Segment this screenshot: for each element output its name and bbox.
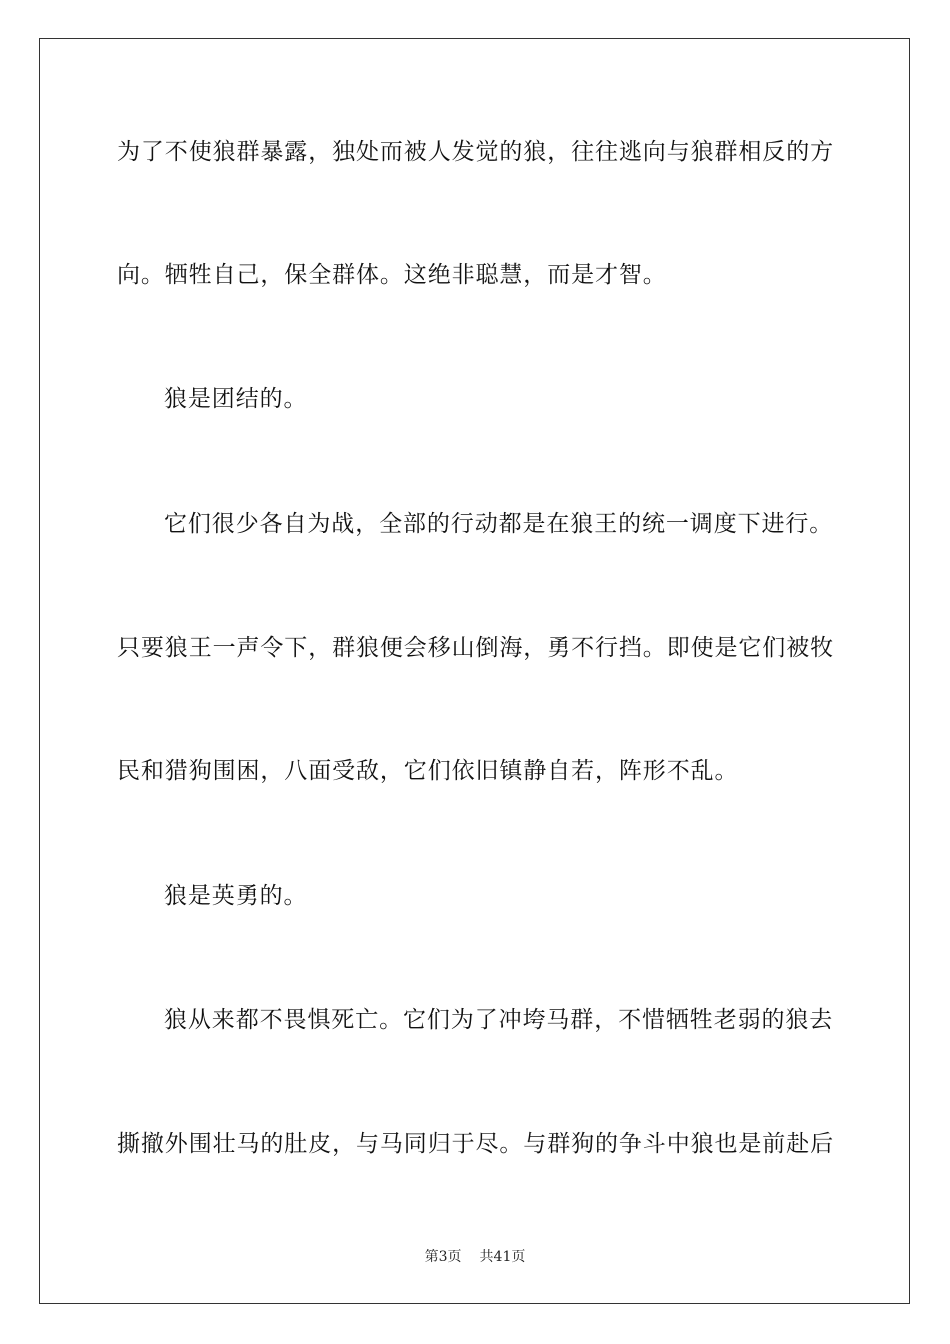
text-line-3: 狼是团结的。 (164, 386, 308, 412)
text-line-4: 它们很少各自为战，全部的行动都是在狼王的统一调度下进行。 (164, 511, 834, 537)
text-line-7: 狼是英勇的。 (164, 883, 308, 909)
text-line-5: 只要狼王一声令下，群狼便会移山倒海，勇不行挡。即使是它们被牧 (117, 635, 834, 661)
page-total: 共41页 (479, 1249, 526, 1265)
text-line-2: 向。牺牲自己，保全群体。这绝非聪慧，而是才智。 (117, 262, 667, 288)
page-footer (0, 1246, 950, 1266)
page-frame (39, 38, 910, 1304)
text-line-9: 撕撤外围壮马的肚皮，与马同归于尽。与群狗的争斗中狼也是前赴后 (117, 1131, 834, 1157)
page-number: 第3页 (424, 1249, 462, 1265)
text-line-6: 民和猎狗围困，八面受敌，它们依旧镇静自若，阵形不乱。 (117, 758, 739, 784)
text-line-1: 为了不使狼群暴露，独处而被人发觉的狼，往往逃向与狼群相反的方 (117, 139, 834, 165)
text-line-8: 狼从来都不畏惧死亡。它们为了冲垮马群，不惜牺牲老弱的狼去 (164, 1007, 834, 1033)
